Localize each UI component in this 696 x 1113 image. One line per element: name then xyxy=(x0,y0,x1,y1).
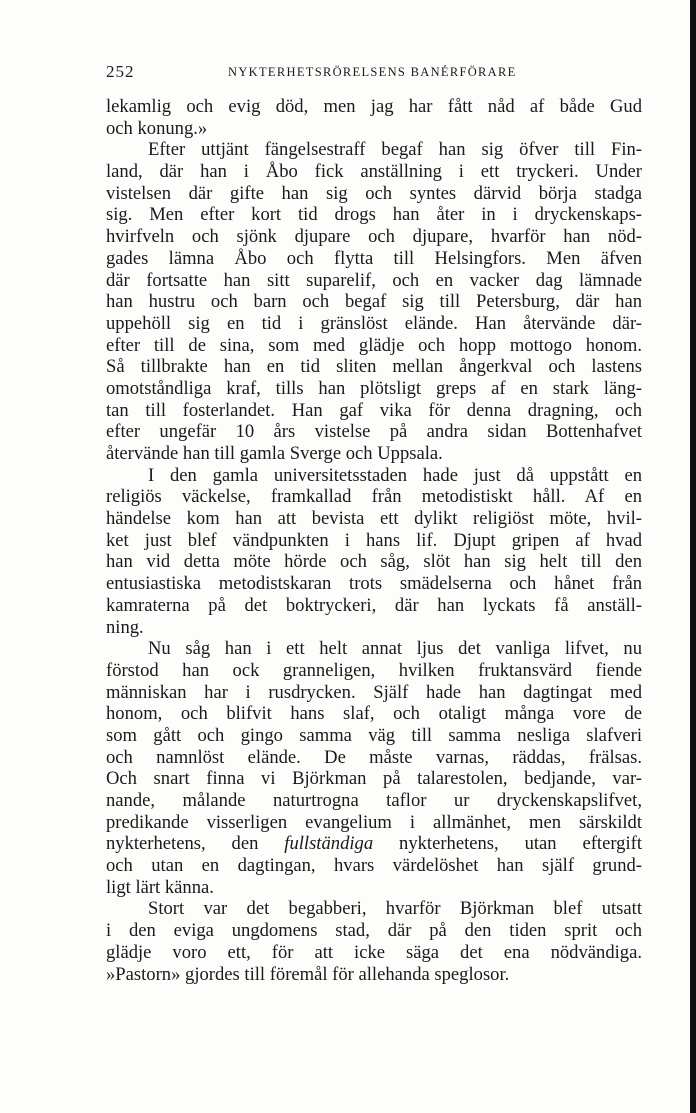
text-line: efter ungefär 10 års vistelse på andra sidan Bottenhafvet xyxy=(106,421,642,443)
text-line: gades lämna Åbo och flytta till Helsingfors. Men äfven xyxy=(106,247,642,269)
text-line: som gått och gingo samma väg till samma nesliga slafveri xyxy=(106,724,642,746)
text-line: hvirfveln och sjönk djupare och djupare, hvarför han nöd- xyxy=(106,226,642,248)
paragraph xyxy=(106,139,642,464)
text-line: han vid detta möte hörde och såg, slöt han sig helt till den xyxy=(106,551,642,573)
text-line: entusiastiska metodistskaran trots smädelserna och hånet från xyxy=(106,573,642,595)
paragraph xyxy=(106,638,642,898)
text-line: ket just blef vändpunkten i hans lif. Djupt gripen af hvad xyxy=(106,529,642,551)
text-line: omotståndliga kraf, tills han plötsligt greps af en stark läng- xyxy=(106,377,642,399)
text-line: Nu såg han i ett helt annat ljus det vanliga lifvet, nu xyxy=(148,638,642,660)
text-line: nykterhetens, den fullständiga nykterhetens, utan eftergift xyxy=(106,833,643,855)
text-line: uppehöll sig en tid i gränslöst elände. Han återvände där- xyxy=(106,312,642,334)
paragraph xyxy=(106,465,642,639)
text-line: Och snart finna vi Björkman på talarestolen, bedjande, var- xyxy=(106,768,642,790)
text-line: predikande visserligen evangelium i allmänhet, men särskildt xyxy=(106,811,642,833)
scan-edge xyxy=(690,0,696,1113)
text-line: händelse kom han att bevista ett dylikt religiöst möte, hvil- xyxy=(106,508,642,530)
text-line: och utan en dagtingan, hvars värdelöshet han själf grund- xyxy=(106,855,642,877)
text-line: han hustru och barn och begaf sig till Petersburg, där han xyxy=(106,291,642,313)
body-text xyxy=(106,96,642,985)
text-line: kamraterna på det boktryckeri, där han lyckats få anställ- xyxy=(106,594,642,616)
text-line: Efter uttjänt fängelsestraff begaf han sig öfver till Fin- xyxy=(148,139,642,161)
text-line: I den gamla universitetsstaden hade just då uppstått en xyxy=(148,464,642,486)
text-line: sig. Men efter kort tid drogs han åter in i dryckenskaps- xyxy=(106,204,642,226)
text-line: religiös väckelse, framkallad från metodistiskt håll. Af en xyxy=(106,486,642,508)
text-line: i den eviga ungdomens stad, där på den tiden sprit och xyxy=(106,920,642,942)
text-line: Stort var det begabberi, hvarför Björkman blef utsatt xyxy=(148,898,642,920)
text-line: tan till fosterlandet. Han gaf vika för denna dragning, och xyxy=(106,399,642,421)
text-line: vistelsen där gifte han sig och syntes därvid börja stadga xyxy=(106,182,642,204)
running-title: NYKTERHETSRÖRELSENS BANÉRFÖRARE xyxy=(228,65,517,79)
text-line: honom, och blifvit hans slaf, och otaligt många vore de xyxy=(106,703,642,725)
page-number: 252 xyxy=(106,62,135,81)
text-line: förstod han ock granneligen, hvilken fruktansvärd fiende xyxy=(106,659,642,681)
text-line: återvände han till gamla Sverge och Uppsala. xyxy=(106,443,443,464)
running-head xyxy=(106,62,642,84)
text-line: och konung.» xyxy=(106,117,208,139)
text-line: och namnlöst elände. De måste varnas, räddas, frälsas. xyxy=(106,746,642,768)
text-line: efter till de sina, som med glädje och hopp mottogo honom. xyxy=(106,334,642,356)
text-line: lekamlig och evig död, men jag har fått nåd af både Gud xyxy=(106,96,642,117)
text-line: »Pastorn» gjordes till föremål för allehanda speglosor. xyxy=(106,963,510,985)
text-line: land, där han i Åbo fick anställning i ett tryckeri. Under xyxy=(106,161,642,183)
text-line: Så tillbrakte han en tid sliten mellan ångerkval och lastens xyxy=(106,356,642,378)
text-line: där fortsatte han sitt suparelif, och en vacker dag lämnade xyxy=(106,269,642,291)
paragraph xyxy=(106,898,642,985)
paragraph xyxy=(106,96,642,139)
emphasis: fullständiga xyxy=(284,833,374,855)
text-line: människan har i rusdrycken. Själf hade han dagtingat med xyxy=(106,681,642,703)
text-line: glädje voro ett, för att icke säga det ena nödvändiga. xyxy=(106,941,642,963)
text-line: ning. xyxy=(106,616,144,638)
text-line: ligt lärt känna. xyxy=(106,876,214,898)
text-line: nande, målande naturtrogna taflor ur dryckenskapslifvet, xyxy=(106,790,642,811)
